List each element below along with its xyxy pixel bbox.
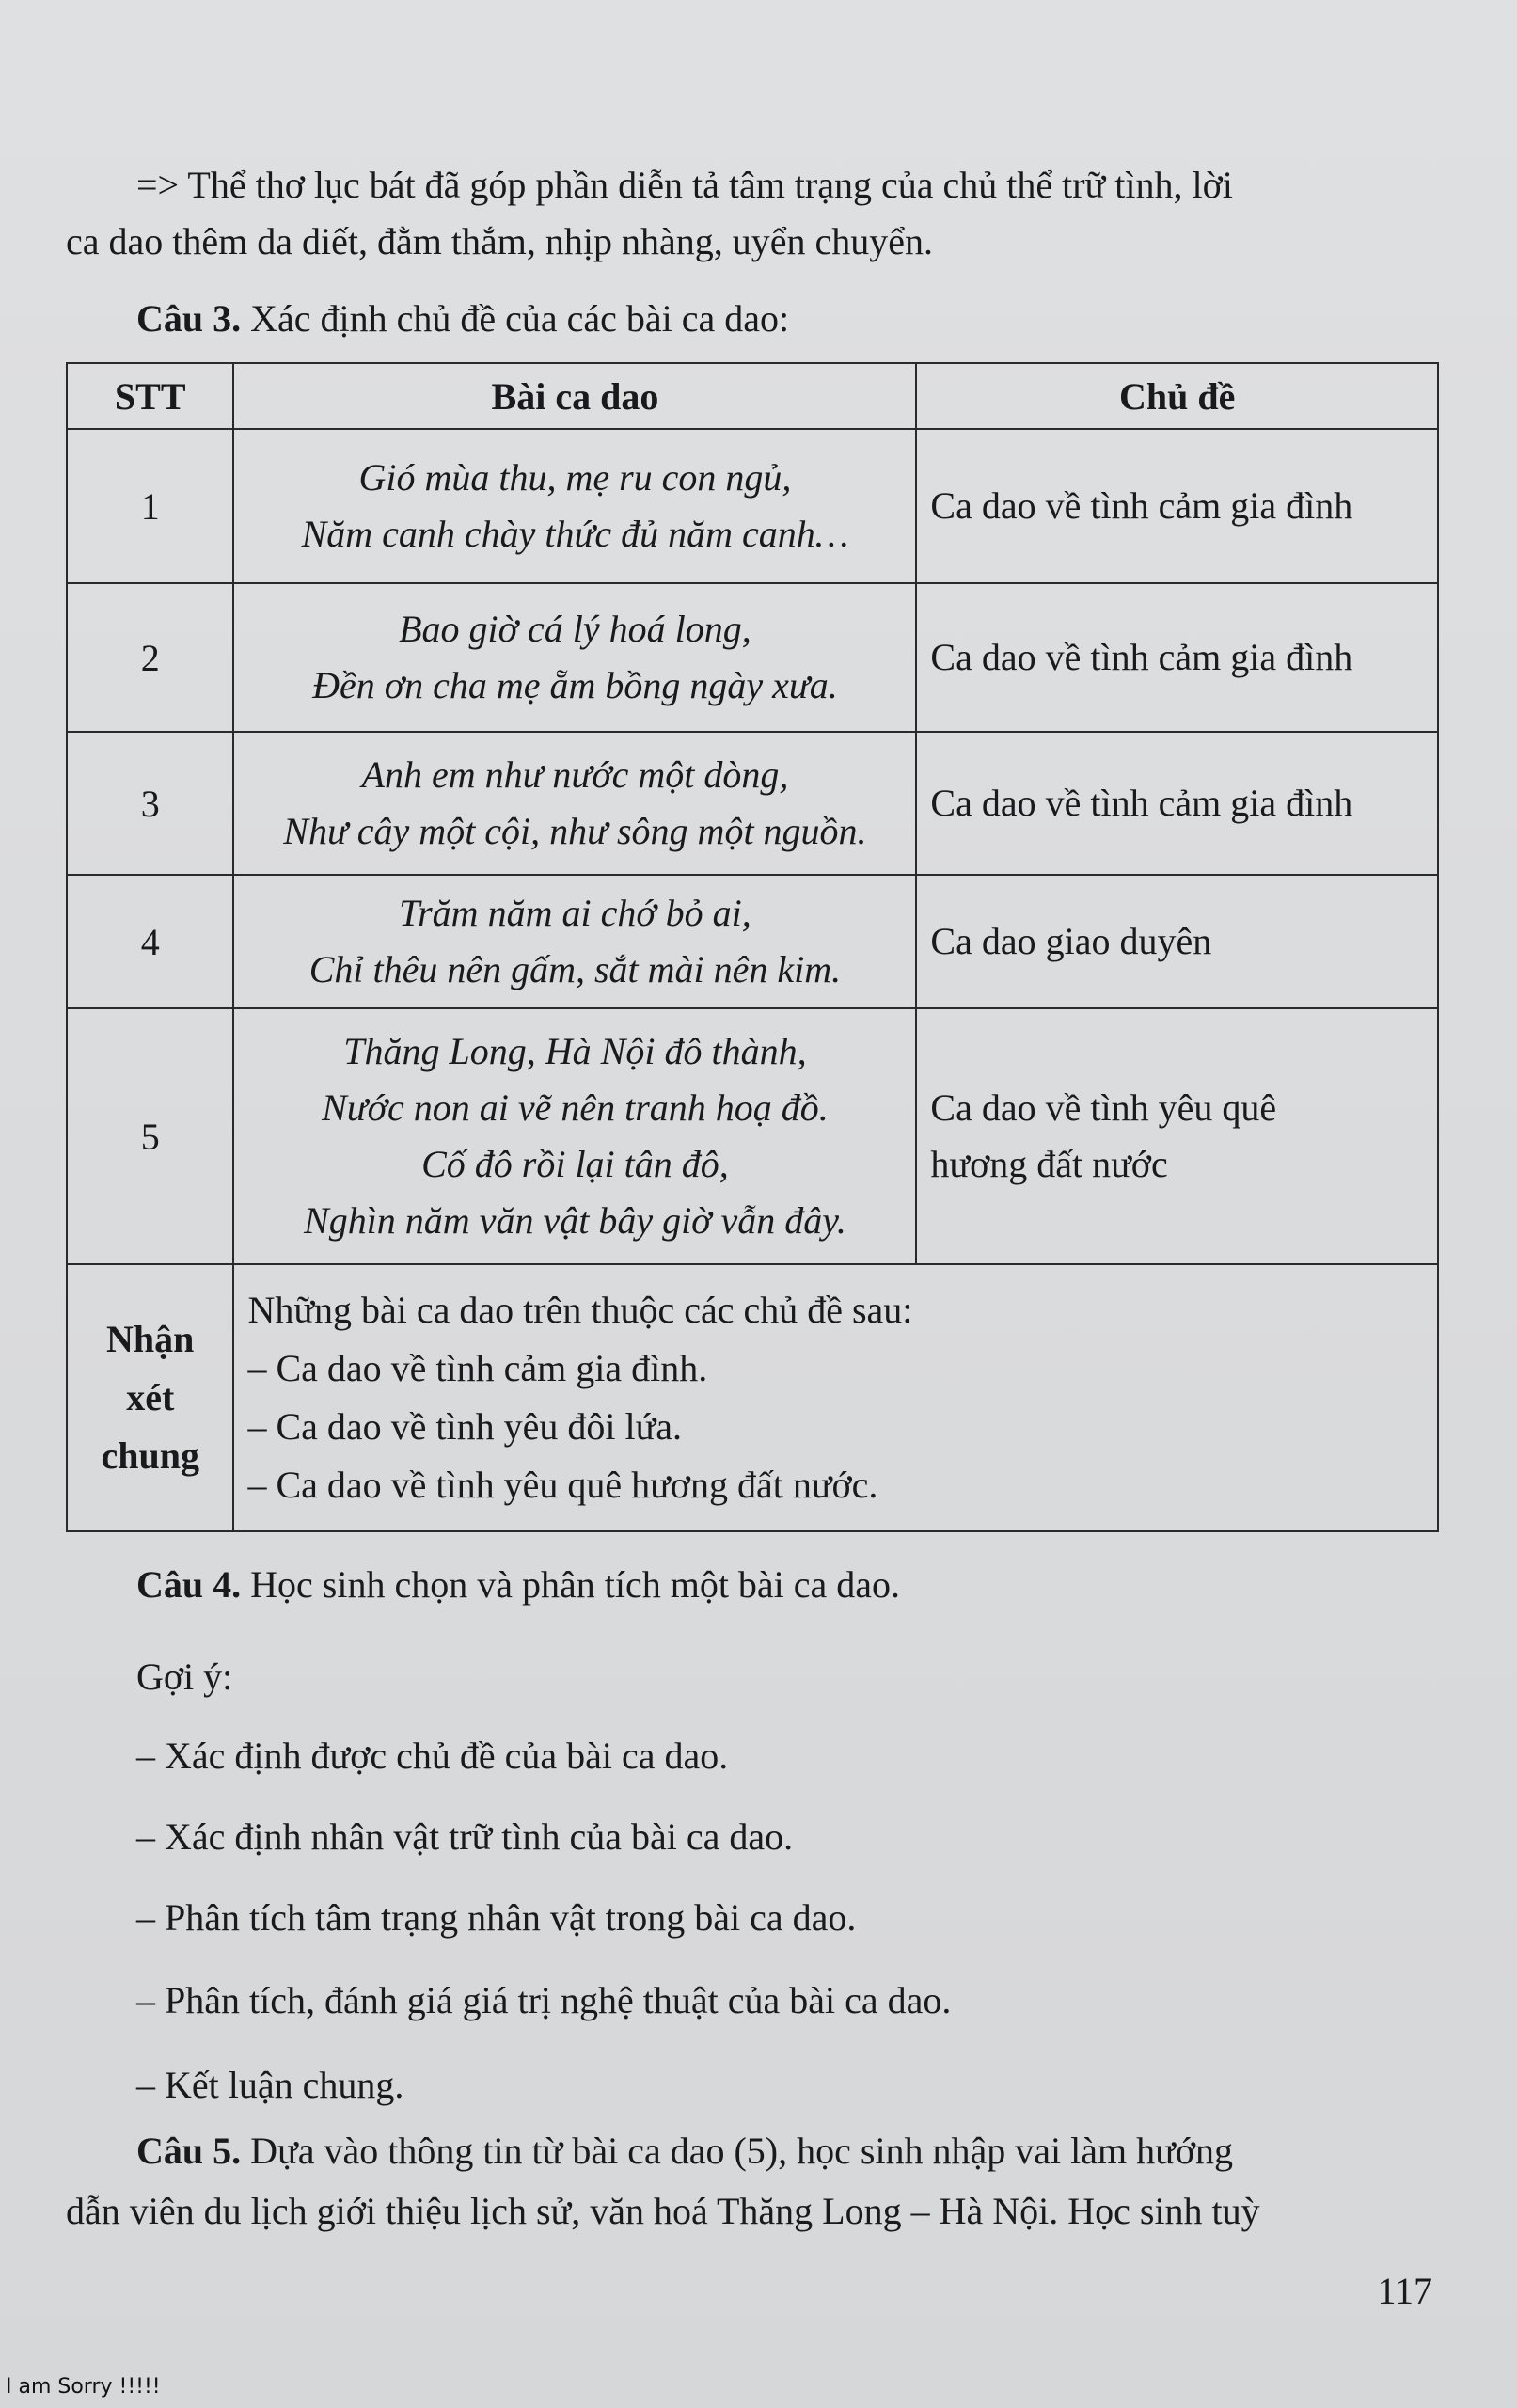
summary-label-line: xét: [126, 1376, 175, 1418]
poem-line: Bao giờ cá lý hoá long,: [399, 608, 751, 650]
table-row: [67, 1008, 1438, 1264]
summary-label-line: chung: [101, 1434, 199, 1477]
row-poem: [233, 429, 916, 583]
topic-line: hương đất nước: [930, 1143, 1168, 1185]
poem-line: Gió mùa thu, mẹ ru con ngủ,: [358, 456, 792, 499]
summary-label-line: Nhận: [106, 1318, 195, 1360]
row-topic: [916, 583, 1438, 732]
question-5-text: Dựa vào thông tin từ bài ca dao (5), học sinh nhập vai làm hướng: [241, 2130, 1233, 2172]
row-topic: [916, 732, 1438, 875]
hint-item: – Xác định nhân vật trữ tình của bài ca dao.: [136, 1815, 794, 1858]
overlay-caption: I am Sorry !!!!!: [6, 2375, 161, 2399]
poem-line: Trăm năm ai chớ bỏ ai,: [399, 892, 751, 934]
row-stt: 3: [67, 732, 233, 875]
question-4-label: Câu 4.: [136, 1563, 242, 1606]
hint-item: – Kết luận chung.: [136, 2064, 404, 2106]
table-header-row: [67, 363, 1438, 429]
row-stt: 1: [67, 429, 233, 583]
topic-line: Ca dao về tình cảm gia đình: [930, 636, 1353, 678]
question-5-continued: dẫn viên du lịch giới thiệu lịch sử, văn hoá Thăng Long – Hà Nội. Học sinh tuỳ: [66, 2190, 1260, 2232]
topic-line: Ca dao giao duyên: [930, 920, 1212, 962]
row-topic: [916, 1008, 1438, 1264]
row-topic: [916, 875, 1438, 1008]
question-5: [136, 2128, 1233, 2175]
question-4: [136, 1561, 900, 1608]
header-topic: Chủ đề: [916, 363, 1438, 429]
row-stt: 4: [67, 875, 233, 1008]
question-3: [136, 295, 789, 342]
topic-line: Ca dao về tình cảm gia đình: [930, 484, 1353, 527]
header-stt: STT: [67, 363, 233, 429]
poem-line: Cố đô rồi lại tân đô,: [421, 1143, 729, 1185]
row-stt: 2: [67, 583, 233, 732]
poem-line: Chỉ thêu nên gấm, sắt mài nên kim.: [308, 948, 842, 990]
hint-item: – Xác định được chủ đề của bài ca dao.: [136, 1735, 729, 1777]
hint-item: – Phân tích tâm trạng nhân vật trong bài ca dao.: [136, 1896, 857, 1939]
summary-line: – Ca dao về tình yêu quê hương đất nước.: [247, 1464, 878, 1506]
question-3-label: Câu 3.: [136, 297, 242, 340]
intro-line-1: => Thể thơ lục bát đã góp phần diễn tả tâm trạng của chủ thể trữ tình, lời: [136, 164, 1233, 206]
summary-line: – Ca dao về tình cảm gia đình.: [247, 1347, 708, 1389]
row-poem: [233, 583, 916, 732]
poem-line: Thăng Long, Hà Nội đô thành,: [343, 1030, 807, 1072]
table-row: [67, 875, 1438, 1008]
hint-label: Gợi ý:: [136, 1656, 233, 1698]
intro-line-2: ca dao thêm da diết, đằm thắm, nhịp nhàng, uyển chuyển.: [66, 220, 933, 262]
question-3-text: Xác định chủ đề của các bài ca dao:: [241, 297, 790, 340]
row-poem: [233, 1008, 916, 1264]
poem-line: Đền ơn cha mẹ ẵm bồng ngày xưa.: [312, 664, 838, 706]
question-5-label: Câu 5.: [136, 2130, 242, 2172]
topic-line: Ca dao về tình yêu quê: [930, 1086, 1277, 1129]
table-row: [67, 429, 1438, 583]
summary-line: Những bài ca dao trên thuộc các chủ đề sau:: [247, 1289, 913, 1331]
row-poem: [233, 732, 916, 875]
table-row: [67, 583, 1438, 732]
summary-content: [233, 1264, 1438, 1531]
summary-row: [67, 1264, 1438, 1531]
header-poem: Bài ca dao: [233, 363, 916, 429]
poem-line: Năm canh chày thức đủ năm canh…: [301, 513, 849, 555]
summary-label: [67, 1264, 233, 1531]
table-row: [67, 732, 1438, 875]
topic-line: Ca dao về tình cảm gia đình: [930, 782, 1353, 824]
summary-line: – Ca dao về tình yêu đôi lứa.: [247, 1405, 683, 1448]
row-poem: [233, 875, 916, 1008]
poem-line: Nghìn năm văn vật bây giờ vẫn đây.: [304, 1199, 846, 1242]
ca-dao-topic-table: [66, 362, 1439, 1532]
row-topic: [916, 429, 1438, 583]
poem-line: Nước non ai vẽ nên tranh hoạ đồ.: [322, 1086, 829, 1129]
row-stt: 5: [67, 1008, 233, 1264]
question-4-text: Học sinh chọn và phân tích một bài ca dao.: [241, 1563, 901, 1606]
hint-item: – Phân tích, đánh giá giá trị nghệ thuật của bài ca dao.: [136, 1979, 952, 2021]
poem-line: Anh em như nước một dòng,: [361, 753, 789, 796]
page-number: 117: [1377, 2270, 1432, 2312]
poem-line: Như cây một cội, như sông một nguồn.: [283, 810, 867, 852]
